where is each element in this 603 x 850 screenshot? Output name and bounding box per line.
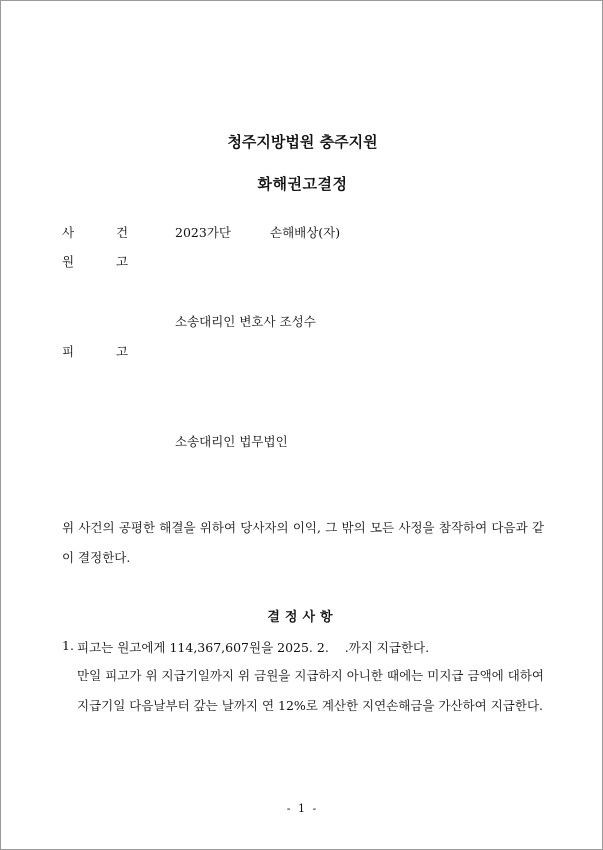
item-number: 1.	[62, 638, 74, 653]
item-text: 피고는 원고에게 114,367,607원을 2025. 2. .까지 지급한다.	[77, 640, 430, 655]
page-number: - 1 -	[286, 802, 319, 815]
document-title: 화해권고결정	[257, 175, 348, 193]
defendant-label-1: 피	[62, 344, 75, 359]
case-label-2: 건	[116, 225, 129, 240]
case-label-1: 사	[62, 225, 75, 240]
plaintiff-label-2: 고	[116, 254, 129, 269]
court-name: 청주지방법원 충주지원	[227, 133, 378, 151]
decision-heading: 결정사항	[267, 610, 338, 625]
item-continuation: 만일 피고가 위 지급기일까지 위 금원을 지급하지 아니한 때에는 미지급 금액에 대하여 지급기일 다음날부터 갚는 날까지 연 12%로 계산한 지연손해금을 가산하여 지급한다.	[77, 668, 544, 713]
plaintiff-representative: 소송대리인 변호사 조성수	[175, 314, 316, 329]
intro-paragraph: 위 사건의 공평한 해결을 위하여 당사자의 이익, 그 밖의 모든 사정을 참작하여 다음과 같이 결정한다.	[62, 520, 544, 565]
plaintiff-label-1: 원	[62, 254, 75, 269]
defendant-representative: 소송대리인 법무법인	[175, 434, 288, 449]
case-number: 2023가단	[175, 225, 231, 240]
defendant-label-2: 고	[116, 344, 129, 359]
case-name: 손해배상(자)	[270, 225, 341, 240]
